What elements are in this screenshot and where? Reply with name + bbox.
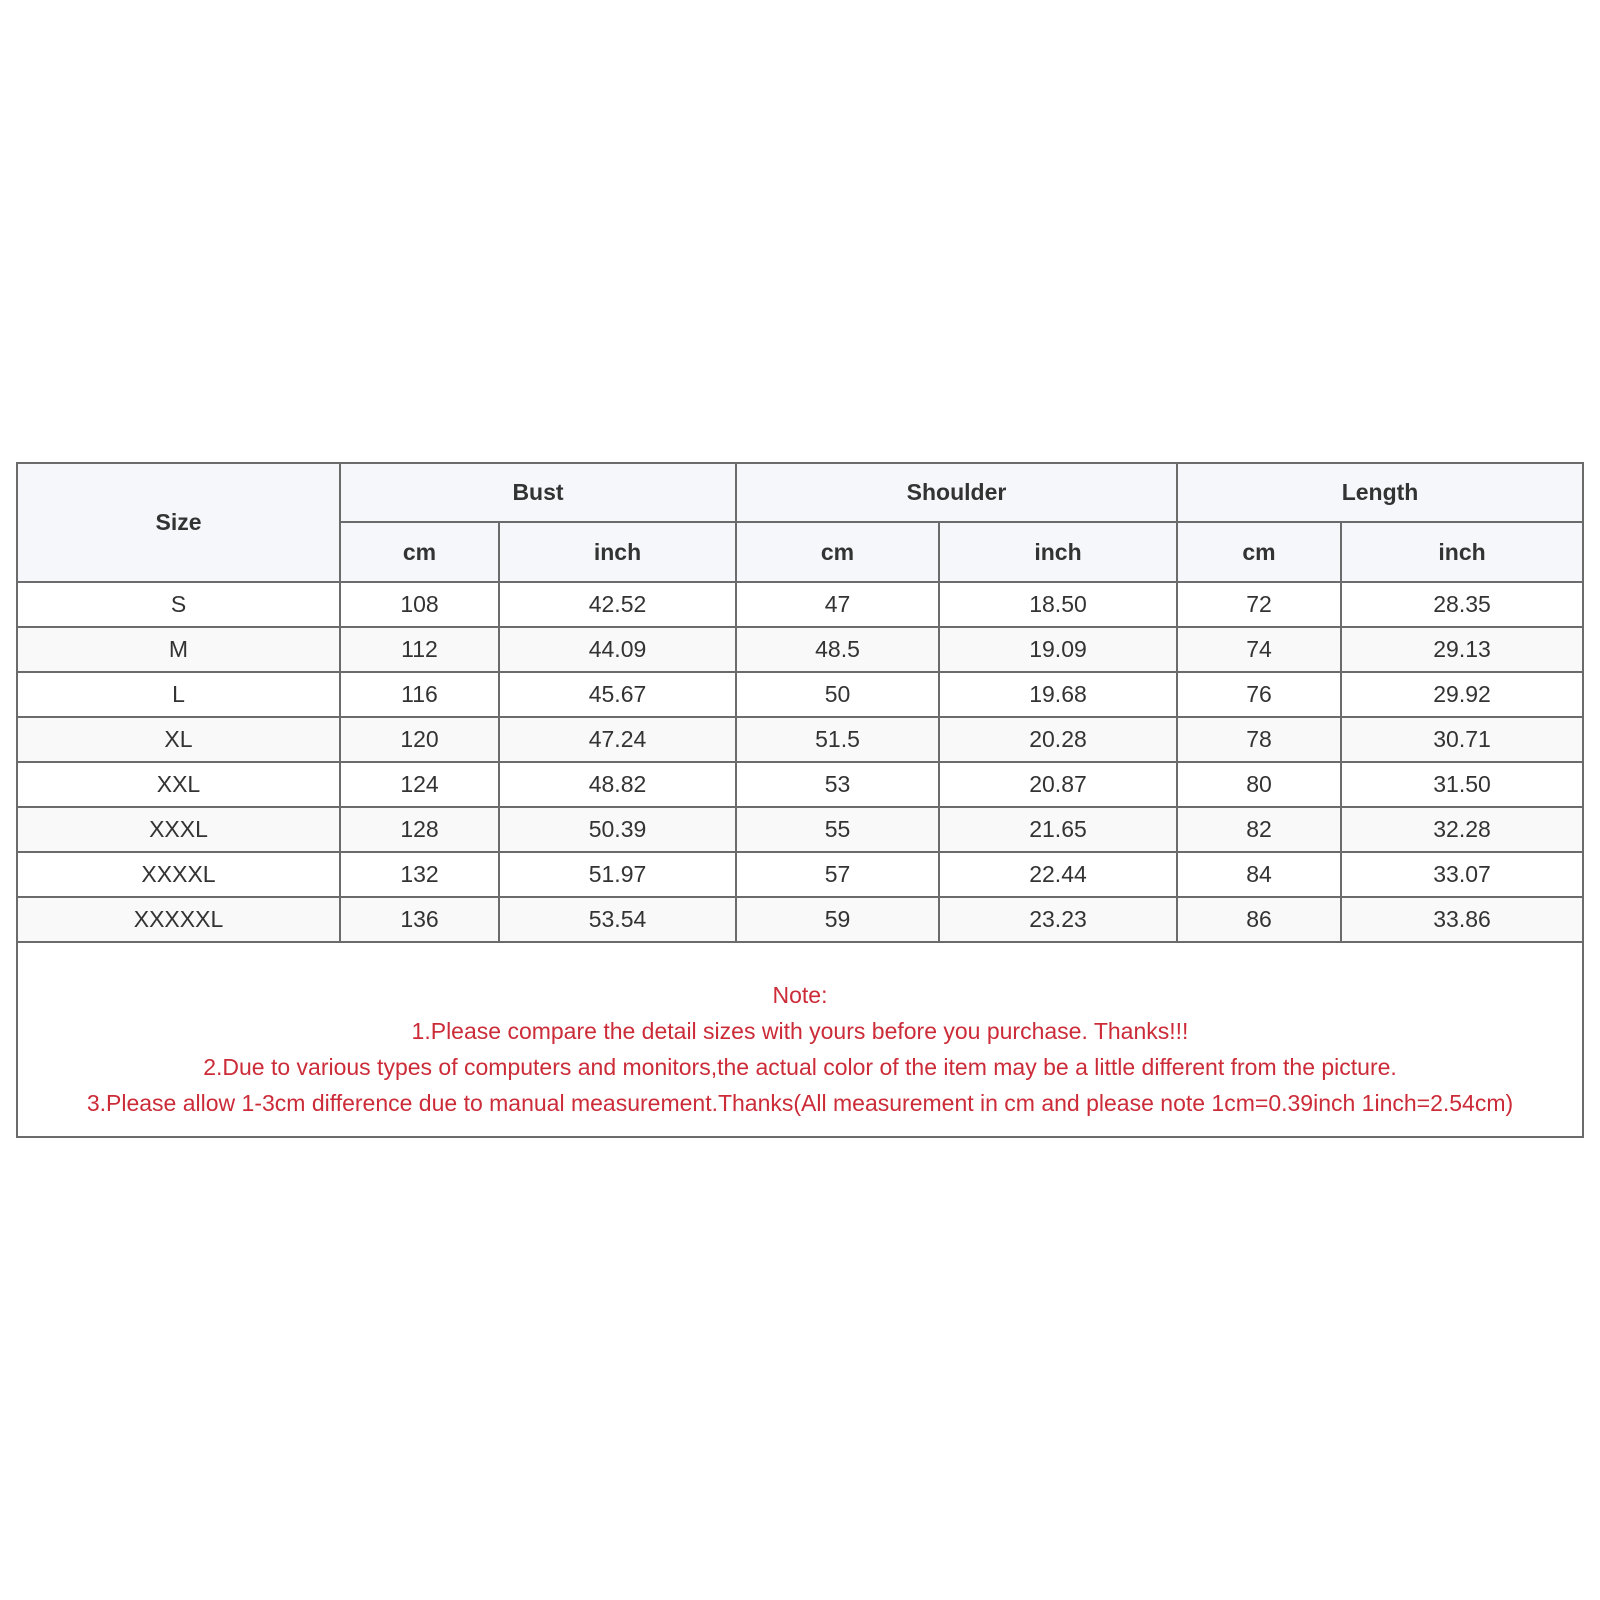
size-cell: XXXL [18,807,340,852]
shoulder-inch-cell: 19.09 [939,627,1177,672]
length-cm-header: cm [1177,522,1341,582]
table-row [18,627,1582,672]
length-cm-cell: 82 [1177,807,1341,852]
shoulder-cm-cell: 48.5 [736,627,939,672]
length-inch-cell: 33.07 [1341,852,1582,897]
bust-inch-cell: 48.82 [499,762,736,807]
length-inch-cell: 30.71 [1341,717,1582,762]
bust-cm-header: cm [340,522,499,582]
table-row [18,852,1582,897]
bust-cm-cell: 128 [340,807,499,852]
shoulder-inch-cell: 23.23 [939,897,1177,942]
bust-cm-cell: 124 [340,762,499,807]
bust-inch-cell: 45.67 [499,672,736,717]
shoulder-header: Shoulder [736,464,1177,522]
size-cell: XXXXL [18,852,340,897]
size-cell: XXL [18,762,340,807]
table-row [18,807,1582,852]
length-inch-cell: 33.86 [1341,897,1582,942]
shoulder-inch-cell: 20.87 [939,762,1177,807]
size-cell: L [18,672,340,717]
size-table [18,464,1582,943]
shoulder-cm-cell: 57 [736,852,939,897]
length-cm-cell: 72 [1177,582,1341,627]
bust-cm-cell: 132 [340,852,499,897]
length-cm-cell: 78 [1177,717,1341,762]
table-row [18,717,1582,762]
length-cm-cell: 80 [1177,762,1341,807]
bust-inch-cell: 50.39 [499,807,736,852]
size-cell: S [18,582,340,627]
shoulder-cm-cell: 55 [736,807,939,852]
length-inch-cell: 29.13 [1341,627,1582,672]
length-cm-cell: 74 [1177,627,1341,672]
bust-inch-cell: 42.52 [499,582,736,627]
length-inch-cell: 31.50 [1341,762,1582,807]
shoulder-cm-header: cm [736,522,939,582]
shoulder-cm-cell: 53 [736,762,939,807]
bust-inch-cell: 53.54 [499,897,736,942]
size-cell: M [18,627,340,672]
table-row [18,897,1582,942]
size-rows [18,582,1582,942]
bust-header: Bust [340,464,736,522]
bust-inch-cell: 47.24 [499,717,736,762]
length-inch-cell: 32.28 [1341,807,1582,852]
bust-cm-cell: 108 [340,582,499,627]
length-cm-cell: 86 [1177,897,1341,942]
shoulder-inch-cell: 22.44 [939,852,1177,897]
length-inch-cell: 29.92 [1341,672,1582,717]
length-inch-header: inch [1341,522,1582,582]
size-chart [16,462,1584,1138]
shoulder-cm-cell: 51.5 [736,717,939,762]
bust-inch-header: inch [499,522,736,582]
size-cell: XL [18,717,340,762]
bust-inch-cell: 44.09 [499,627,736,672]
size-header: Size [18,464,340,582]
shoulder-inch-cell: 21.65 [939,807,1177,852]
shoulder-inch-cell: 19.68 [939,672,1177,717]
note-line-3: 3.Please allow 1-3cm difference due to manual measurement.Thanks(All measurement in cm and please note 1cm=0.39inch 1inch=2.54cm) [86,1090,1514,1116]
shoulder-inch-header: inch [939,522,1177,582]
bust-cm-cell: 112 [340,627,499,672]
shoulder-cm-cell: 50 [736,672,939,717]
shoulder-inch-cell: 18.50 [939,582,1177,627]
size-cell: XXXXXL [18,897,340,942]
shoulder-inch-cell: 20.28 [939,717,1177,762]
shoulder-cm-cell: 59 [736,897,939,942]
table-row [18,762,1582,807]
bust-cm-cell: 136 [340,897,499,942]
length-cm-cell: 76 [1177,672,1341,717]
length-cm-cell: 84 [1177,852,1341,897]
note-line-1: 1.Please compare the detail sizes with yours before you purchase. Thanks!!! [411,1018,1189,1044]
note-title: Note: [772,982,828,1008]
length-header: Length [1177,464,1582,522]
shoulder-cm-cell: 47 [736,582,939,627]
note-line-2: 2.Due to various types of computers and monitors,the actual color of the item may be a little different from the picture. [203,1054,1397,1080]
length-inch-cell: 28.35 [1341,582,1582,627]
bust-cm-cell: 116 [340,672,499,717]
notes-section [18,939,1582,1121]
bust-inch-cell: 51.97 [499,852,736,897]
table-row [18,672,1582,717]
bust-cm-cell: 120 [340,717,499,762]
table-row [18,582,1582,627]
